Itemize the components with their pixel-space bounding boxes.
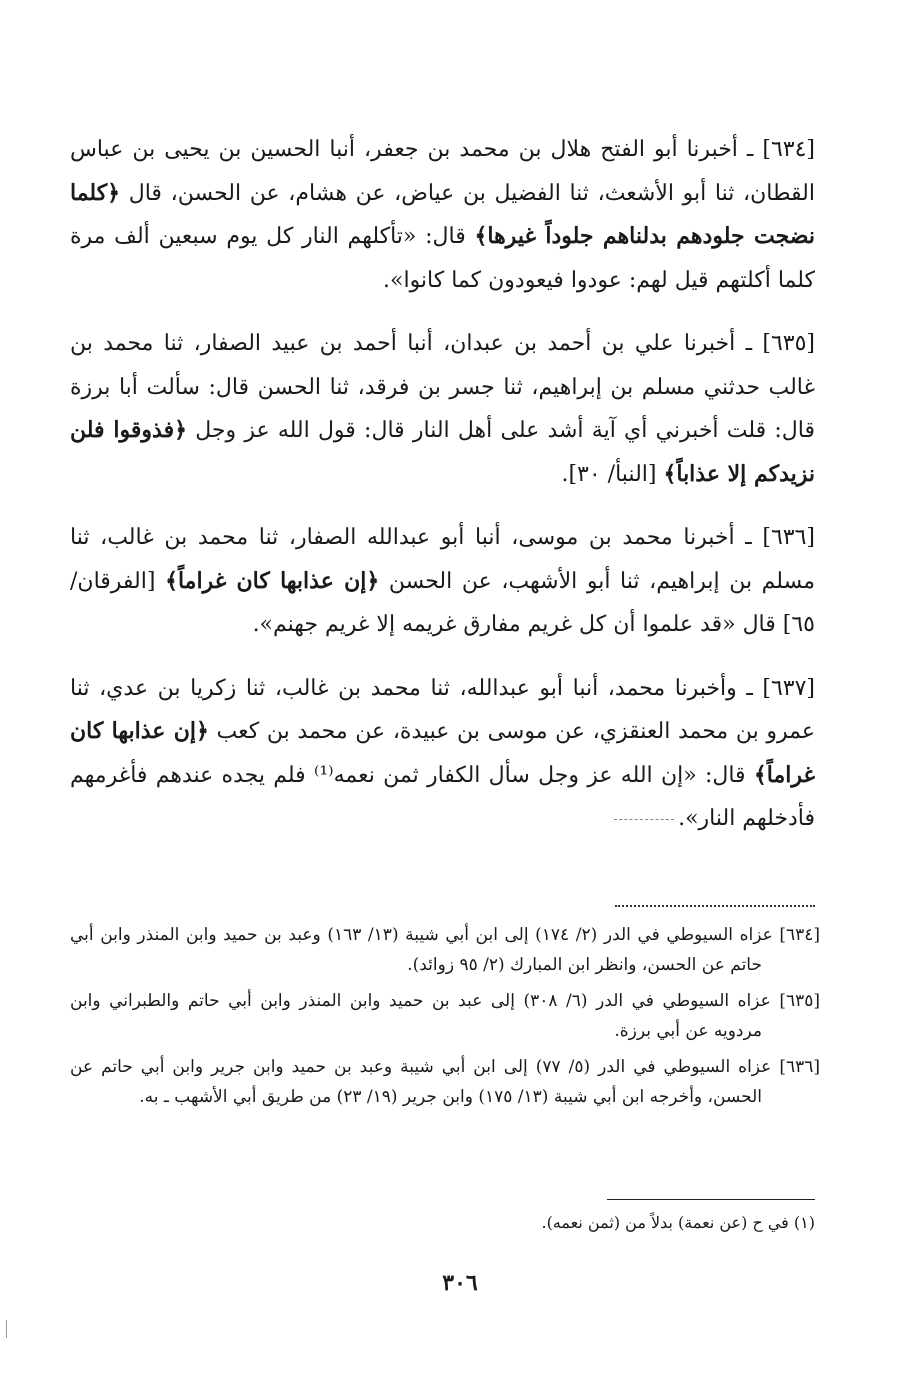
- footnote-separator: [607, 1199, 815, 1200]
- paragraph-text: [النبأ/ ٣٠].: [561, 461, 664, 487]
- quran-verse: ﴿إن عذابها كان غراماً﴾: [165, 567, 380, 594]
- dashed-line-end: [614, 819, 674, 820]
- dotted-separator: [615, 905, 815, 907]
- page-number: ٣٠٦: [442, 1270, 478, 1296]
- hadith-paragraph-637: [70, 667, 815, 841]
- references-section: [70, 920, 820, 1118]
- hadith-paragraph-636: [70, 516, 815, 647]
- reference-634: [٦٣٤] عزاه السيوطي في الدر (٢/ ١٧٤) إلى ابن أبي شيبة (١٣/ ١٦٣) وعبد بن حميد وابن المنذر وابن أبي حاتم عن الحسن، وانظر ابن المبارك (٢/ ٩٥ زوائد).: [70, 925, 821, 975]
- quran-verse: ﴿كلما نضجت جلودهم بدلناهم جلوداً غيرها﴾: [70, 179, 815, 249]
- hadith-paragraph-634: [70, 128, 815, 302]
- hadith-paragraph-635: [70, 322, 815, 496]
- paragraph-text: [٦٣٤] ـ أخبرنا أبو الفتح هلال بن محمد بن جعفر، أنبا الحسين بن يحيى بن عباس القطان، ثنا أبو الأشعث، ثنا الفضيل بن عياض، عن هشام، عن الحسن، قال: [70, 137, 815, 206]
- paragraph-text: قال: «تأكلهم النار كل يوم سبعين ألف مرة كلما أكلتهم قيل لهم: عودوا فيعودون كما كانوا».: [70, 224, 815, 293]
- paragraph-text: [٦٣٦] ـ أخبرنا محمد بن موسى، أنبا أبو عبدالله الصفار، ثنا محمد بن غالب، ثنا مسلم بن إبراهيم، ثنا أبو الأشهب، عن الحسن: [70, 525, 815, 594]
- reference-635: [٦٣٥] عزاه السيوطي في الدر (٦/ ٣٠٨) إلى عبد بن حميد وابن المنذر وابن أبي حاتم والطبراني وابن مردويه عن أبي برزة.: [70, 991, 821, 1041]
- main-text: [70, 128, 815, 861]
- margin-mark: [6, 1320, 7, 1338]
- paragraph-text: [الفرقان/ ٦٥] قال «قد علموا أن كل غريم مفارق غريمه إلا غريم جهنم».: [70, 568, 815, 637]
- quran-verse: ﴿إن عذابها كان غراماً﴾: [70, 718, 815, 788]
- reference-636: [٦٣٦] عزاه السيوطي في الدر (٥/ ٧٧) إلى ابن أبي شيبة وعبد بن حميد وابن جرير وابن أبي حاتم عن الحسن، وأخرجه ابن أبي شيبة (١٣/ ١٧٥) وابن جرير (١٩/ ٢٣) من طريق أبي الأشهب ـ به.: [70, 1057, 820, 1107]
- paragraph-text: قال: «إن الله عز وجل سأل الكفار ثمن نعمه⁽¹⁾ فلم يجده عندهم فأغرمهم فأدخلهم النار».: [70, 762, 815, 831]
- paragraph-text: [٦٣٧] ـ وأخبرنا محمد، أنبا أبو عبدالله، ثنا محمد بن غالب، ثنا زكريا بن عدي، ثنا عمرو بن محمد العنقزي، عن موسى بن عبيدة، عن محمد بن كعب: [70, 675, 815, 744]
- footnote: (١) في ح (عن نعمة) بدلاً من (ثمن نعمه).: [541, 1213, 815, 1232]
- paragraph-text: [٦٣٥] ـ أخبرنا علي بن أحمد بن عبدان، أنبا أحمد بن عبيد الصفار، ثنا محمد بن غالب حدثني مسلم بن إبراهيم، ثنا جسر بن فرقد، ثنا الحسن قال: سألت أبا برزة قال: قلت أخبرني أي آية أشد على أهل النار قال: قول الله عز وجل: [70, 331, 815, 443]
- quran-verse: ﴿فذوقوا فلن نزيدكم إلا عذاباً﴾: [70, 417, 815, 487]
